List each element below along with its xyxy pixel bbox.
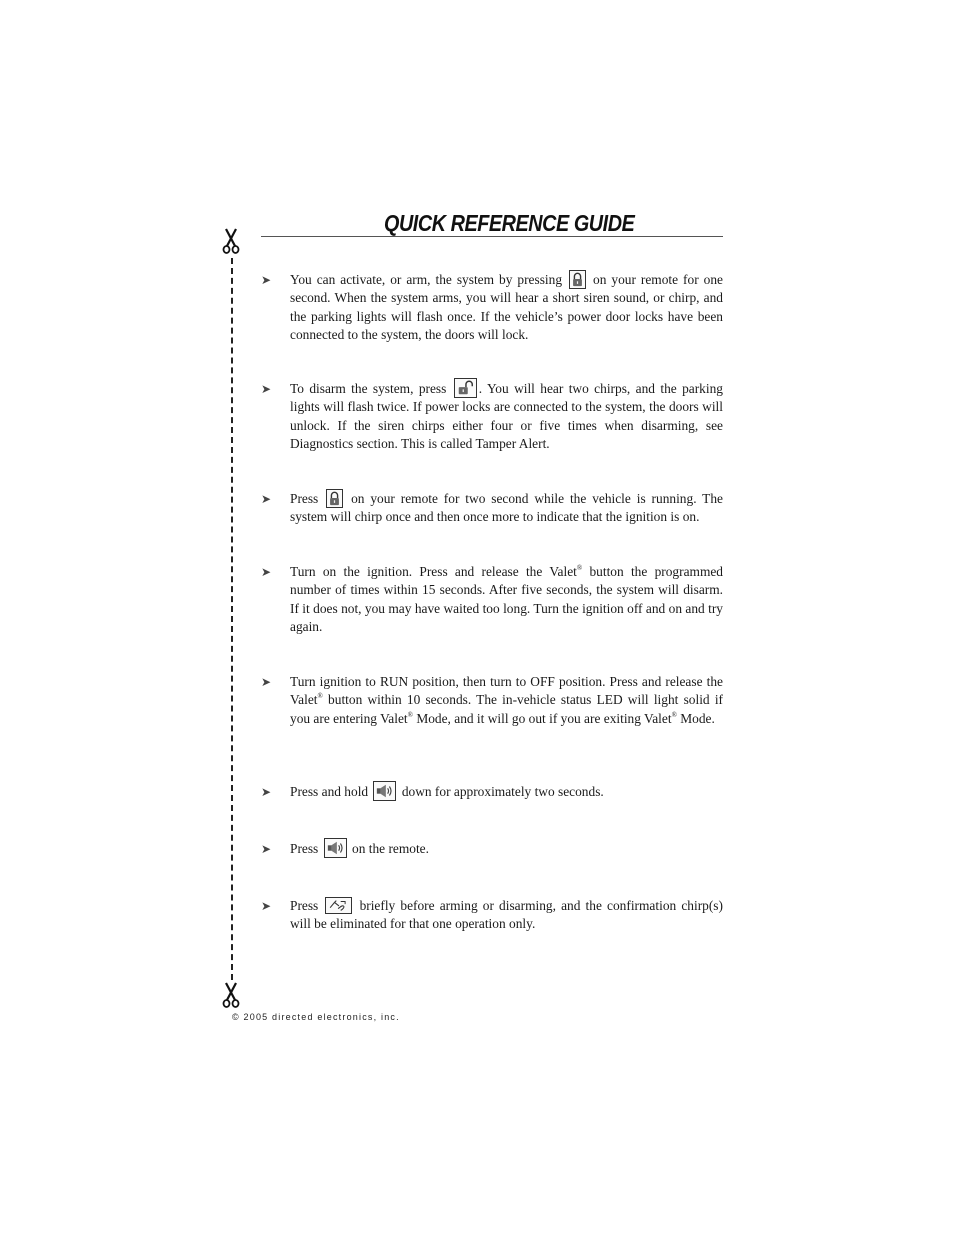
bullet-arrow-icon: ➤: [261, 273, 272, 287]
bullet-arrow-icon: ➤: [261, 899, 272, 913]
title-rule: [261, 236, 723, 237]
list-item: [261, 563, 723, 636]
item-text: Press and hold down for approximately two seconds.: [290, 783, 723, 801]
item-text: To disarm the system, press . You will hear two chirps, and the parking lights will flash twice. If power locks are connected to the system, the doors will unlock. If the siren chirps either four or five times when disarming, see Diagnostics section. This is called Tamper Alert.: [290, 380, 723, 453]
scissors-icon: [222, 228, 240, 254]
siren-icon: [373, 781, 396, 801]
cut-line: [231, 258, 233, 980]
list-item: [261, 783, 723, 801]
list-item: [261, 271, 723, 344]
list-item: [261, 897, 723, 934]
bullet-arrow-icon: ➤: [261, 842, 272, 856]
item-text: Press briefly before arming or disarming, and the confirmation chirp(s) will be eliminated for that one operation only.: [290, 898, 723, 932]
mute-icon: [325, 897, 352, 914]
list-item: [261, 673, 723, 728]
list-item: [261, 490, 723, 527]
item-text: Press on your remote for two second while the vehicle is running. The system will chirp once and then once more to indicate that the ignition is on.: [290, 490, 723, 527]
item-text: Press on the remote.: [290, 840, 723, 858]
bullet-arrow-icon: ➤: [261, 785, 272, 799]
lock-icon: [326, 489, 343, 508]
bullet-arrow-icon: ➤: [261, 675, 272, 689]
copyright-footer: © 2005 directed electronics, inc.: [232, 1012, 400, 1022]
unlock-icon: [454, 378, 477, 398]
item-text: Turn on the ignition. Press and release the Valet® button the programmed number of times within 15 seconds. After five seconds, the system will disarm. If it does not, you may have waited too long. Turn the ignition off and on and try again.: [290, 564, 724, 634]
item-text: You can activate, or arm, the system by pressing on your remote for one second. When the system arms, you will hear a short siren sound, or chirp, and the parking lights will flash once. If the vehicle’s power door locks have been connected to the system, the doors will lock.: [290, 271, 723, 344]
bullet-arrow-icon: ➤: [261, 565, 272, 579]
scissors-icon: [222, 982, 240, 1008]
bullet-arrow-icon: ➤: [261, 382, 272, 396]
bullet-arrow-icon: ➤: [261, 492, 272, 506]
page-title: QUICK REFERENCE GUIDE: [384, 210, 635, 236]
list-item: [261, 840, 723, 858]
lock-icon: [569, 270, 586, 289]
item-text: Turn ignition to RUN position, then turn to OFF position. Press and release the Valet® button within 10 seconds. The in-vehicle status LED will light solid if you are entering Valet® Mode, and it will go out if you are exiting Valet® Mode.: [290, 674, 723, 726]
siren-icon: [324, 838, 347, 858]
list-item: [261, 380, 723, 453]
